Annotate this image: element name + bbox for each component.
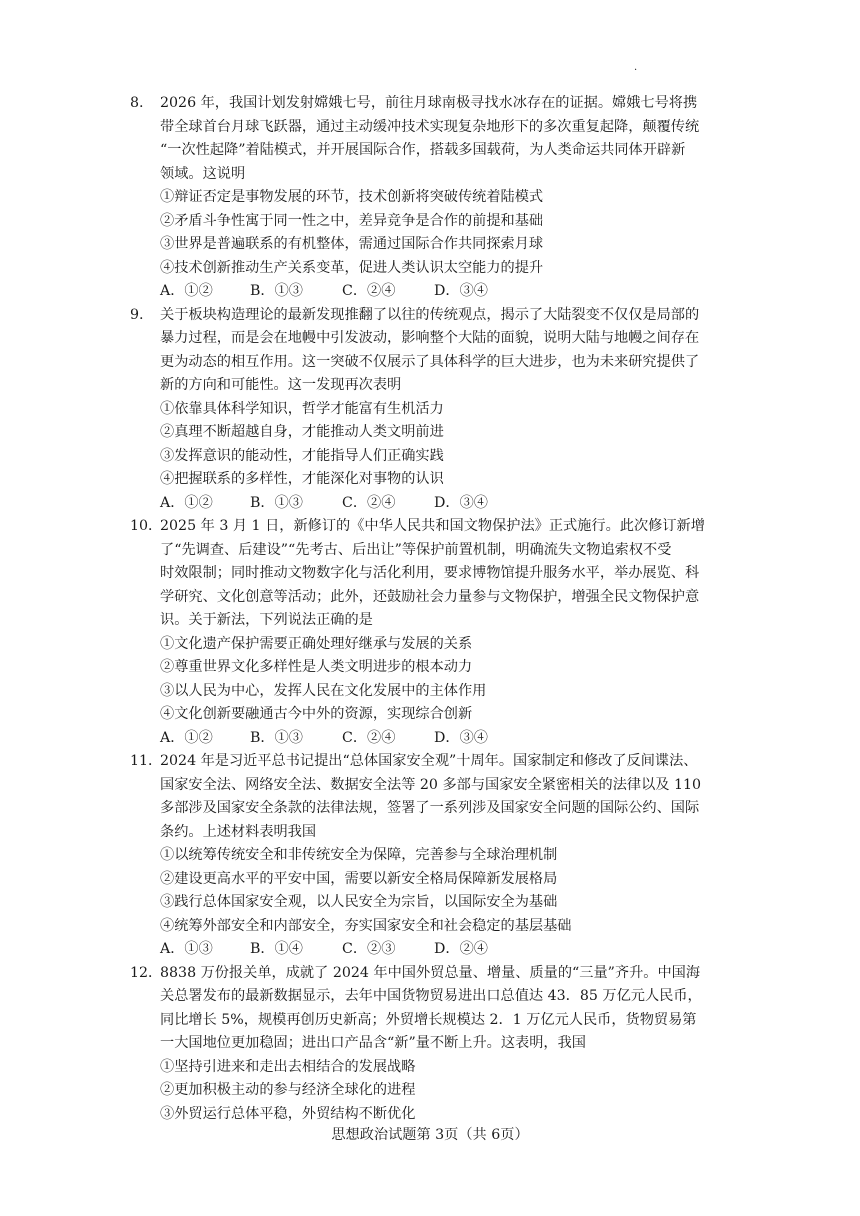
statement-option	[0, 1056, 860, 1080]
statement-option	[0, 468, 860, 492]
answer-choice[interactable]: D．③④	[434, 283, 488, 299]
question-block	[0, 962, 860, 1127]
statement-option	[0, 445, 860, 469]
question-stem-text: 关总署发布的最新数据显示，去年中国货物贸易进出口总值达 43．85 万亿元人民币，	[160, 988, 702, 1004]
statement-option-text: ④技术创新推动生产关系变革，促进人类认识太空能力的提升	[160, 259, 544, 276]
question-stem-text: 关于板块构造理论的最新发现推翻了以往的传统观点，揭示了大陆裂变不仅仅是局部的	[160, 306, 700, 323]
question-number: 12．	[130, 964, 163, 981]
statement-option	[0, 421, 860, 445]
statement-option-text: ②矛盾斗争性寓于同一性之中，差异竞争是合作的前提和基础	[160, 212, 544, 229]
question-stem-line	[0, 562, 860, 586]
answer-choice[interactable]: B．①③	[250, 494, 303, 511]
statement-option	[0, 1103, 860, 1127]
statement-option-text: ①以统筹传统安全和非传统安全为保障，完善参与全球治理机制	[160, 847, 558, 863]
statement-option-text: ③世界是普遍联系的有机整体，需通过国际合作共同探索月球	[160, 236, 544, 252]
question-stem-line	[0, 1009, 860, 1033]
statement-option	[0, 398, 860, 422]
statement-option	[0, 257, 860, 281]
statement-option	[0, 233, 860, 257]
statement-option	[0, 1079, 860, 1103]
question-block	[0, 92, 860, 304]
question-stem-line	[0, 985, 860, 1009]
answer-choices	[0, 938, 860, 962]
question-stem-line	[0, 797, 860, 821]
statement-option	[0, 868, 860, 892]
statement-option-text: ②更加积极主动的参与经济全球化的进程	[160, 1082, 416, 1098]
statement-option-text: ②真理不断超越自身，才能推动人类文明前进	[160, 424, 444, 440]
answer-choice[interactable]: D．③④	[434, 494, 488, 511]
statement-option-text: ③以人民为中心，发挥人民在文化发展中的主体作用	[160, 682, 487, 699]
answer-choices	[0, 727, 860, 751]
statement-option	[0, 703, 860, 727]
question-stem-text: 领域。这说明	[160, 165, 246, 182]
answer-choice[interactable]: A．①②	[160, 729, 213, 746]
statement-option-text: ①坚持引进来和走出去相结合的发展战略	[160, 1058, 416, 1075]
statement-option-text: ④把握联系的多样性，才能深化对事物的认识	[160, 471, 444, 487]
question-stem-line	[0, 374, 860, 398]
question-block	[0, 304, 860, 516]
answer-choice[interactable]: C．②④	[342, 729, 396, 746]
answer-choices	[0, 280, 860, 304]
question-stem-first-line	[0, 515, 860, 539]
question-stem-line	[0, 163, 860, 187]
question-stem-line	[0, 586, 860, 610]
question-stem-text: “一次性起降”着陆模式，并开展国际合作，搭载多国载荷，为人类命运共同体开辟新	[160, 142, 686, 158]
page-marker-dot: .	[634, 62, 638, 73]
statement-option-text: ②建设更高水平的平安中国，需要以新安全格局保障新发展格局	[160, 870, 558, 887]
question-stem-text: 国家安全法、网络安全法、数据安全法等 20 多部与国家安全紧密相关的法律以及 110	[160, 776, 702, 793]
question-stem-text: 了“先调查、后建设”“先考古、后出让”等保护前置机制，明确流失文物追索权不受	[160, 541, 672, 558]
question-stem-text: 2024 年是习近平总书记提出“总体国家安全观”十周年。国家制定和修改了反间谍法、	[160, 753, 698, 769]
statement-option-text: ②尊重世界文化多样性是人类文明进步的根本动力	[160, 659, 473, 675]
statement-option-text: ①文化遗产保护需要正确处理好继承与发展的关系	[160, 635, 473, 652]
question-stem-first-line	[0, 304, 860, 328]
question-stem-text: 条约。上述材料表明我国	[160, 823, 317, 840]
answer-choice[interactable]: D．②④	[434, 941, 488, 957]
question-stem-text: 时效限制；同时推动文物数字化与活化利用，要求博物馆提升服务水平，举办展览、科	[160, 565, 700, 581]
question-number: 8.	[130, 95, 144, 111]
statement-option-text: ③外贸运行总体平稳，外贸结构不断优化	[160, 1105, 416, 1122]
statement-option-text: ④统筹外部安全和内部安全，夯实国家安全和社会稳定的基层基础	[160, 917, 572, 934]
question-stem-text: 2025 年 3 月 1 日，新修订的《中华人民共和国文物保护法》正式施行。此次修订新增	[160, 518, 705, 534]
question-stem-text: 8838 万份报关单，成就了 2024 年中国外贸总量、增量、质量的“三量”齐升。中国海	[160, 964, 701, 981]
question-stem-text: 识。关于新法，下列说法正确的是	[160, 612, 373, 628]
question-stem-text: 2026 年，我国计划发射嫦娥七号，前往月球南极寻找水冰存在的证据。嫦娥七号将携	[160, 95, 698, 111]
question-number: 10．	[130, 518, 163, 534]
answer-choice[interactable]: C．②③	[342, 941, 396, 957]
answer-choice[interactable]: A．①②	[160, 283, 213, 299]
answer-choice[interactable]: B．①③	[250, 729, 303, 746]
question-number: 9.	[130, 306, 144, 323]
answer-choice[interactable]: A．①②	[160, 494, 213, 511]
statement-option	[0, 915, 860, 939]
statement-option	[0, 680, 860, 704]
question-block	[0, 750, 860, 962]
statement-option-text: ①依靠具体科学知识，哲学才能富有生机活力	[160, 400, 444, 417]
question-stem-text: 带全球首台月球飞跃器，通过主动缓冲技术实现复杂地形下的多次重复起降，颠覆传统	[160, 118, 700, 135]
answer-choice[interactable]: C．②④	[342, 283, 396, 299]
question-stem-line	[0, 774, 860, 798]
statement-option-text: ④文化创新要融通古今中外的资源，实现综合创新	[160, 706, 473, 722]
statement-option	[0, 891, 860, 915]
answer-choices	[0, 492, 860, 516]
question-stem-line	[0, 821, 860, 845]
question-stem-line	[0, 609, 860, 633]
question-stem-line	[0, 116, 860, 140]
question-stem-line	[0, 327, 860, 351]
question-stem-text: 暴力过程，而是会在地幔中引发波动，影响整个大陆的面貌，说明大陆与地幔之间存在	[160, 330, 700, 346]
page-footer: 思想政治试题第 3页（共 6页）	[331, 1127, 529, 1143]
question-stem-text: 同比增长 5%，规模再创历史新高；外贸增长规模达 2．1 万亿元人民币，货物贸易第	[160, 1011, 697, 1028]
statement-option	[0, 633, 860, 657]
answer-choice[interactable]: B．①③	[250, 283, 303, 299]
statement-option	[0, 844, 860, 868]
question-stem-first-line	[0, 750, 860, 774]
answer-choice[interactable]: C．②④	[342, 494, 396, 511]
statement-option-text: ①辩证否定是事物发展的环节，技术创新将突破传统着陆模式	[160, 189, 544, 205]
question-list	[0, 92, 860, 1126]
question-stem-text: 新的方向和可能性。这一发现再次表明	[160, 377, 402, 393]
statement-option	[0, 210, 860, 234]
question-stem-text: 学研究、文化创意等活动；此外，还鼓励社会力量参与文物保护，增强全民文物保护意	[160, 588, 700, 605]
question-stem-text: 一大国地位更加稳固；进出口产品含“新”量不断上升。这表明，我国	[160, 1035, 586, 1051]
question-stem-first-line	[0, 92, 860, 116]
statement-option-text: ③发挥意识的能动性，才能指导人们正确实践	[160, 447, 444, 464]
answer-choice[interactable]: B．①④	[250, 941, 303, 957]
statement-option-text: ③践行总体国家安全观，以人民安全为宗旨，以国际安全为基础	[160, 894, 558, 910]
question-stem-line	[0, 351, 860, 375]
question-stem-text: 更为动态的相互作用。这一突破不仅展示了具体科学的巨大进步，也为未来研究提供了	[160, 353, 700, 370]
answer-choice[interactable]: D．③④	[434, 729, 488, 746]
question-stem-line	[0, 1032, 860, 1056]
question-stem-line	[0, 139, 860, 163]
answer-choice[interactable]: A．①③	[160, 941, 213, 957]
statement-option	[0, 656, 860, 680]
statement-option	[0, 186, 860, 210]
question-block	[0, 515, 860, 750]
question-stem-line	[0, 539, 860, 563]
question-stem-text: 多部涉及国家安全条款的法律法规，签署了一系列涉及国家安全问题的国际公约、国际	[160, 800, 700, 816]
question-stem-first-line	[0, 962, 860, 986]
question-number: 11．	[130, 753, 163, 769]
